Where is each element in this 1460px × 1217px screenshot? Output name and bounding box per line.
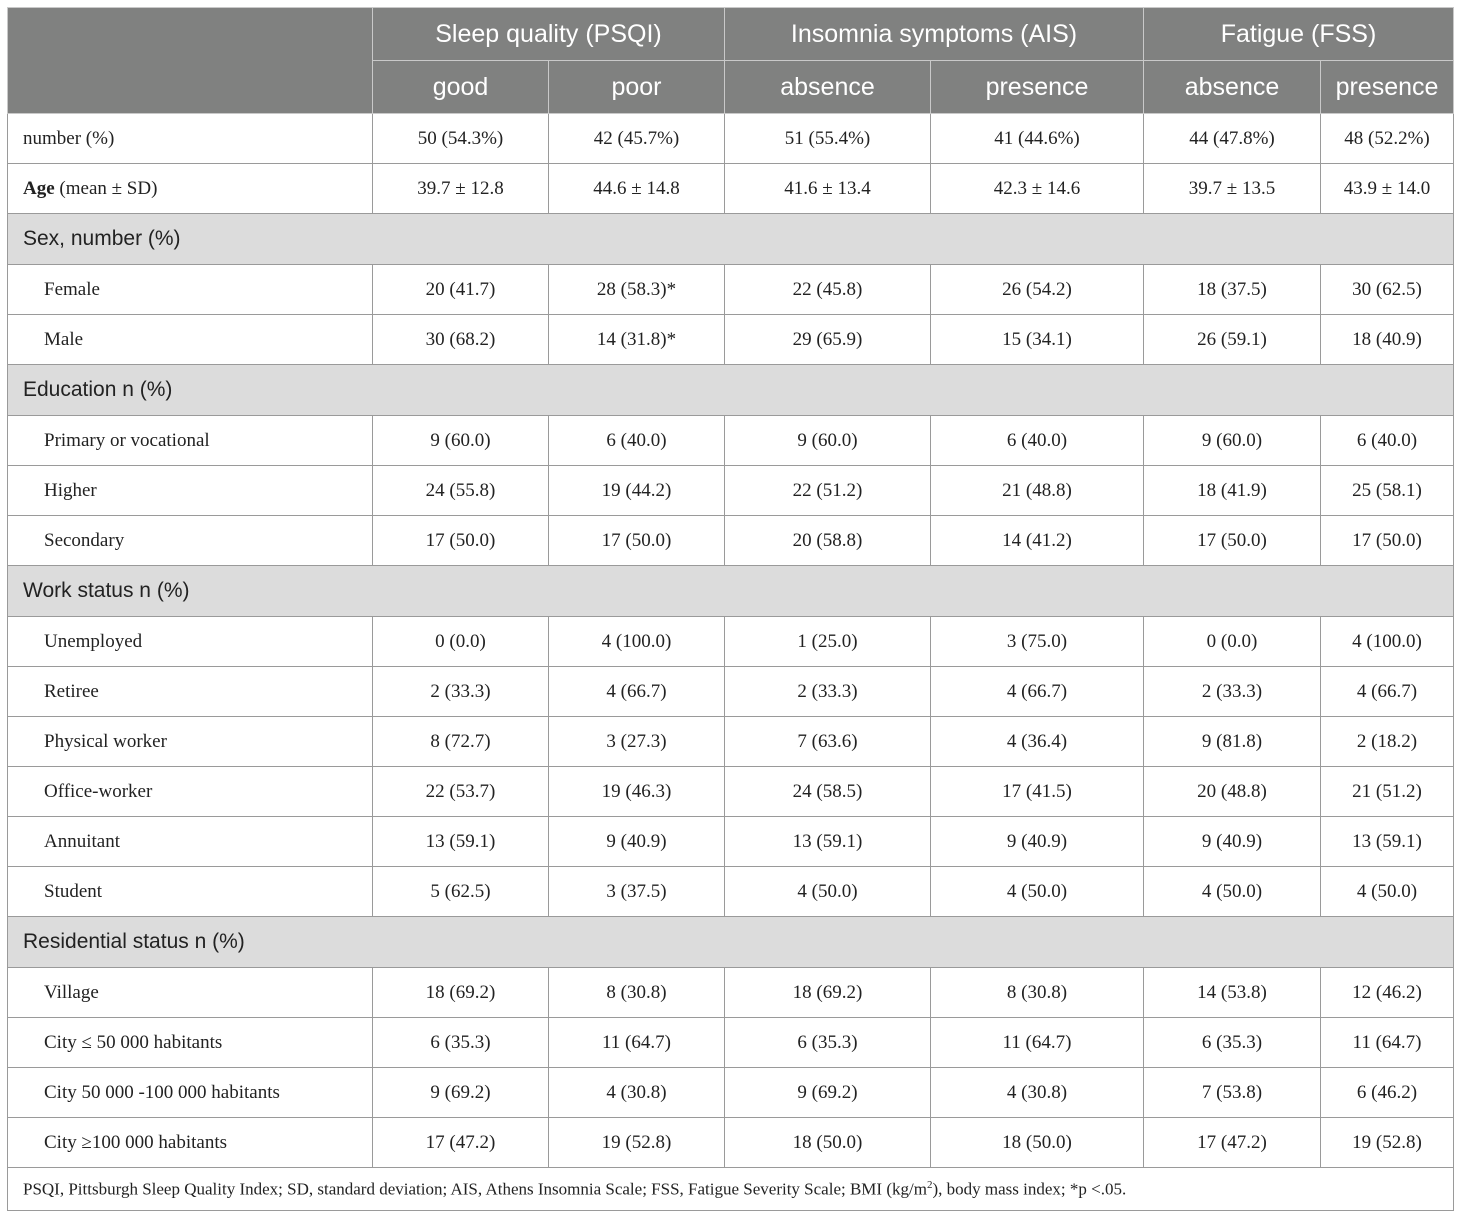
- table-cell: 22 (51.2): [725, 466, 931, 516]
- table-row-number: [8, 114, 1454, 164]
- header-group-row: [8, 8, 1454, 61]
- table-cell: 39.7 ± 12.8: [373, 164, 549, 214]
- table-row: [8, 516, 1454, 566]
- table-cell: 13 (59.1): [373, 817, 549, 867]
- table-cell: 17 (50.0): [373, 516, 549, 566]
- table-cell: 4 (66.7): [931, 667, 1144, 717]
- table-cell: 18 (40.9): [1321, 315, 1454, 365]
- table-row: [8, 265, 1454, 315]
- row-label: City 50 000 -100 000 habitants: [8, 1068, 373, 1118]
- table-cell: 4 (100.0): [549, 617, 725, 667]
- header-ais: Insomnia symptoms (AIS): [725, 8, 1144, 61]
- table-cell: 42.3 ± 14.6: [931, 164, 1144, 214]
- table-cell: 9 (60.0): [725, 416, 931, 466]
- table-cell: 30 (68.2): [373, 315, 549, 365]
- table-cell: 19 (52.8): [549, 1118, 725, 1168]
- table-cell: 17 (41.5): [931, 767, 1144, 817]
- table-cell: 9 (40.9): [549, 817, 725, 867]
- table-cell: 14 (53.8): [1144, 968, 1321, 1018]
- table-cell: 0 (0.0): [1144, 617, 1321, 667]
- table-cell: 43.9 ± 14.0: [1321, 164, 1454, 214]
- table-cell: 50 (54.3%): [373, 114, 549, 164]
- table-cell: 4 (66.7): [1321, 667, 1454, 717]
- table-cell: 2 (18.2): [1321, 717, 1454, 767]
- section-header-residence: [8, 917, 1454, 968]
- table-cell: 6 (40.0): [1321, 416, 1454, 466]
- table-cell: 7 (53.8): [1144, 1068, 1321, 1118]
- row-label: City ≤ 50 000 habitants: [8, 1018, 373, 1068]
- table-cell: 17 (47.2): [1144, 1118, 1321, 1168]
- header-poor: poor: [549, 61, 725, 114]
- row-label: Primary or vocational: [8, 416, 373, 466]
- table-cell: 4 (50.0): [931, 867, 1144, 917]
- row-label: Retiree: [8, 667, 373, 717]
- footnote-after: ), body mass index; *p <.05.: [932, 1179, 1127, 1199]
- table-cell: 13 (59.1): [1321, 817, 1454, 867]
- row-label: City ≥100 000 habitants: [8, 1118, 373, 1168]
- table-cell: 18 (41.9): [1144, 466, 1321, 516]
- table-cell: 19 (44.2): [549, 466, 725, 516]
- table-cell: 41.6 ± 13.4: [725, 164, 931, 214]
- table-cell: 8 (72.7): [373, 717, 549, 767]
- table-row-age: [8, 164, 1454, 214]
- table-row: [8, 767, 1454, 817]
- table-cell: 28 (58.3)*: [549, 265, 725, 315]
- table-cell: 9 (60.0): [1144, 416, 1321, 466]
- header-psqi: Sleep quality (PSQI): [373, 8, 725, 61]
- table-cell: 17 (50.0): [1144, 516, 1321, 566]
- table-cell: 11 (64.7): [1321, 1018, 1454, 1068]
- table-cell: 39.7 ± 13.5: [1144, 164, 1321, 214]
- table-cell: 22 (53.7): [373, 767, 549, 817]
- row-label: Male: [8, 315, 373, 365]
- table-cell: 2 (33.3): [373, 667, 549, 717]
- table-cell: 30 (62.5): [1321, 265, 1454, 315]
- table-row: [8, 466, 1454, 516]
- row-label: Secondary: [8, 516, 373, 566]
- table-cell: 41 (44.6%): [931, 114, 1144, 164]
- table-cell: 18 (69.2): [373, 968, 549, 1018]
- table-cell: 2 (33.3): [1144, 667, 1321, 717]
- row-label: [8, 164, 373, 214]
- table-cell: 48 (52.2%): [1321, 114, 1454, 164]
- table-cell: 21 (51.2): [1321, 767, 1454, 817]
- row-label: Village: [8, 968, 373, 1018]
- row-label: Physical worker: [8, 717, 373, 767]
- table-cell: 22 (45.8): [725, 265, 931, 315]
- table-cell: 42 (45.7%): [549, 114, 725, 164]
- header-ais-absence: absence: [725, 61, 931, 114]
- table-cell: 17 (50.0): [549, 516, 725, 566]
- table-cell: 26 (54.2): [931, 265, 1144, 315]
- footnote-before: PSQI, Pittsburgh Sleep Quality Index; SD, standard deviation; AIS, Athens Insomnia Scale; FSS, Fatigue Severity Scale; BMI (kg/m: [23, 1179, 927, 1199]
- table-cell: 9 (69.2): [725, 1068, 931, 1118]
- table-cell: 6 (40.0): [549, 416, 725, 466]
- table-cell: 6 (46.2): [1321, 1068, 1454, 1118]
- section-title: Work status n (%): [8, 566, 1454, 617]
- table-cell: 18 (37.5): [1144, 265, 1321, 315]
- table-cell: 9 (40.9): [931, 817, 1144, 867]
- data-table: [7, 7, 1454, 1211]
- table-cell: 3 (27.3): [549, 717, 725, 767]
- table-cell: 19 (46.3): [549, 767, 725, 817]
- table-cell: 4 (36.4): [931, 717, 1144, 767]
- table-row: [8, 1018, 1454, 1068]
- table-cell: 11 (64.7): [549, 1018, 725, 1068]
- header-ais-presence: presence: [931, 61, 1144, 114]
- age-label-rest: (mean ± SD): [54, 177, 158, 199]
- header-fss-absence: absence: [1144, 61, 1321, 114]
- table-cell: 18 (50.0): [725, 1118, 931, 1168]
- table-row: [8, 1068, 1454, 1118]
- row-label: Office-worker: [8, 767, 373, 817]
- header-fss-presence: presence: [1321, 61, 1454, 114]
- section-title: Education n (%): [8, 365, 1454, 416]
- table-cell: 4 (50.0): [725, 867, 931, 917]
- table-cell: 4 (66.7): [549, 667, 725, 717]
- table-row: [8, 416, 1454, 466]
- table-cell: 7 (63.6): [725, 717, 931, 767]
- table-cell: 8 (30.8): [549, 968, 725, 1018]
- table-cell: 20 (41.7): [373, 265, 549, 315]
- table-cell: 6 (40.0): [931, 416, 1144, 466]
- table-cell: 4 (50.0): [1144, 867, 1321, 917]
- table-cell: 4 (30.8): [549, 1068, 725, 1118]
- footnote: [8, 1168, 1454, 1211]
- section-header-sex: [8, 214, 1454, 265]
- table-row: [8, 717, 1454, 767]
- row-label: Female: [8, 265, 373, 315]
- table-row: [8, 817, 1454, 867]
- header-blank: [8, 8, 373, 114]
- table-cell: 20 (48.8): [1144, 767, 1321, 817]
- table-cell: 3 (75.0): [931, 617, 1144, 667]
- table-cell: 18 (50.0): [931, 1118, 1144, 1168]
- table-cell: 9 (40.9): [1144, 817, 1321, 867]
- table-cell: 44 (47.8%): [1144, 114, 1321, 164]
- table-cell: 6 (35.3): [373, 1018, 549, 1068]
- table-row: [8, 1118, 1454, 1168]
- table-cell: 11 (64.7): [931, 1018, 1144, 1068]
- row-label: Student: [8, 867, 373, 917]
- table-cell: 17 (47.2): [373, 1118, 549, 1168]
- table-cell: 8 (30.8): [931, 968, 1144, 1018]
- table-cell: 9 (69.2): [373, 1068, 549, 1118]
- table-cell: 20 (58.8): [725, 516, 931, 566]
- table-cell: 2 (33.3): [725, 667, 931, 717]
- table-cell: 51 (55.4%): [725, 114, 931, 164]
- footnote-sup: 2: [926, 1178, 933, 1191]
- row-label: number (%): [8, 114, 373, 164]
- table-cell: 4 (50.0): [1321, 867, 1454, 917]
- age-label-bold: Age: [23, 177, 55, 199]
- table-row: [8, 617, 1454, 667]
- table-cell: 17 (50.0): [1321, 516, 1454, 566]
- table-cell: 9 (81.8): [1144, 717, 1321, 767]
- table-cell: 15 (34.1): [931, 315, 1144, 365]
- table-container: [7, 7, 1453, 1211]
- table-cell: 12 (46.2): [1321, 968, 1454, 1018]
- section-title: Residential status n (%): [8, 917, 1454, 968]
- table-cell: 21 (48.8): [931, 466, 1144, 516]
- section-header-education: [8, 365, 1454, 416]
- table-cell: 44.6 ± 14.8: [549, 164, 725, 214]
- table-cell: 4 (100.0): [1321, 617, 1454, 667]
- table-cell: 24 (55.8): [373, 466, 549, 516]
- row-label: Unemployed: [8, 617, 373, 667]
- table-cell: 6 (35.3): [725, 1018, 931, 1068]
- table-cell: 18 (69.2): [725, 968, 931, 1018]
- table-row: [8, 315, 1454, 365]
- table-cell: 14 (41.2): [931, 516, 1144, 566]
- table-cell: 14 (31.8)*: [549, 315, 725, 365]
- table-cell: 9 (60.0): [373, 416, 549, 466]
- header-good: good: [373, 61, 549, 114]
- row-label: Higher: [8, 466, 373, 516]
- footnote-row: [8, 1168, 1454, 1211]
- table-row: [8, 667, 1454, 717]
- table-cell: 6 (35.3): [1144, 1018, 1321, 1068]
- header-fss: Fatigue (FSS): [1144, 8, 1454, 61]
- table-cell: 3 (37.5): [549, 867, 725, 917]
- section-header-work: [8, 566, 1454, 617]
- table-cell: 24 (58.5): [725, 767, 931, 817]
- table-cell: 19 (52.8): [1321, 1118, 1454, 1168]
- table-cell: 13 (59.1): [725, 817, 931, 867]
- table-row: [8, 867, 1454, 917]
- table-cell: 4 (30.8): [931, 1068, 1144, 1118]
- table-cell: 5 (62.5): [373, 867, 549, 917]
- section-title: Sex, number (%): [8, 214, 1454, 265]
- row-label: Annuitant: [8, 817, 373, 867]
- table-row: [8, 968, 1454, 1018]
- table-cell: 0 (0.0): [373, 617, 549, 667]
- table-cell: 1 (25.0): [725, 617, 931, 667]
- table-cell: 26 (59.1): [1144, 315, 1321, 365]
- table-cell: 25 (58.1): [1321, 466, 1454, 516]
- table-cell: 29 (65.9): [725, 315, 931, 365]
